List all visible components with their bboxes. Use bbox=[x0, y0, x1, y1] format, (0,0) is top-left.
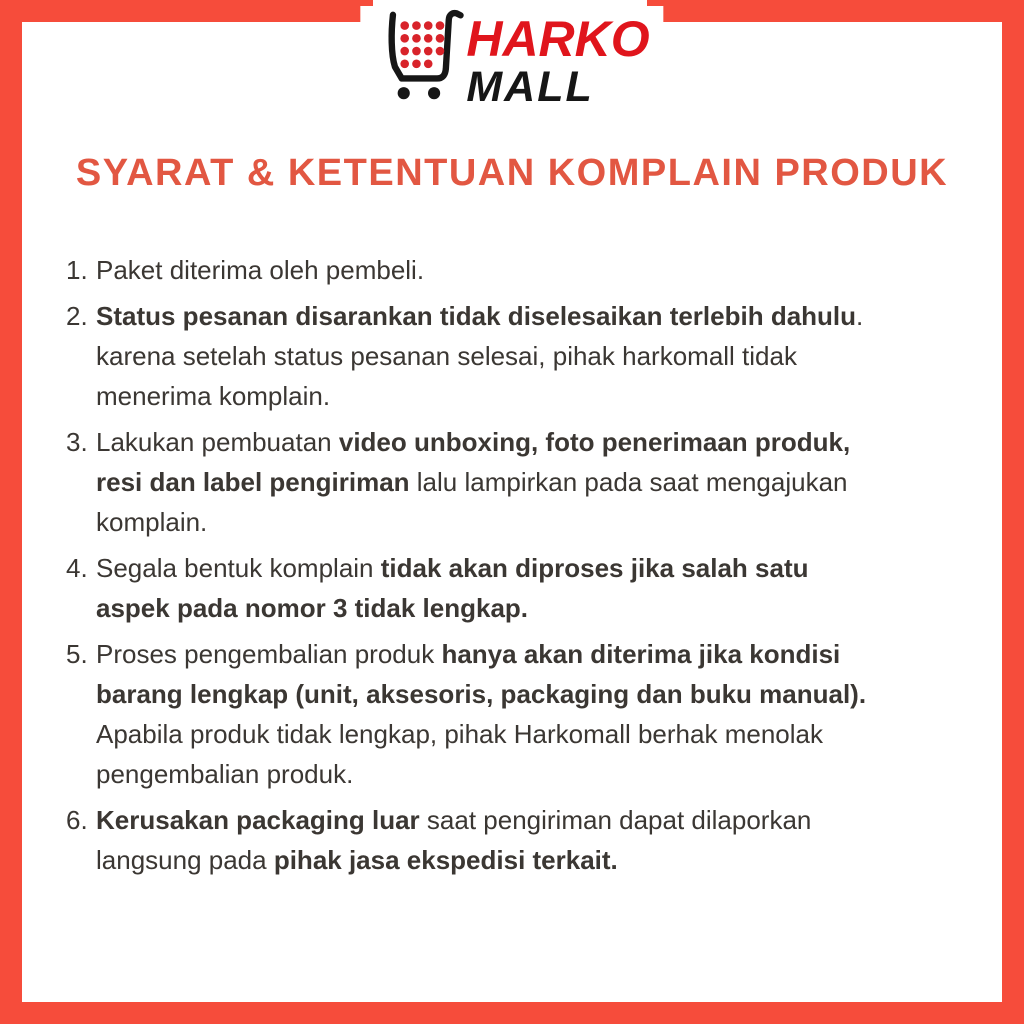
term-text-segment: pengembalian produk. bbox=[96, 759, 354, 789]
term-item bbox=[66, 634, 966, 794]
term-item bbox=[66, 548, 966, 628]
term-text-segment: karena setelah status pesanan selesai, pihak harkomall tidak bbox=[96, 341, 797, 371]
logo-text bbox=[466, 6, 649, 109]
term-text-segment: . bbox=[856, 301, 864, 331]
term-item bbox=[66, 800, 966, 880]
harko-mall-logo bbox=[360, 6, 663, 109]
term-number: 3. bbox=[66, 427, 88, 457]
terms-list bbox=[66, 250, 966, 886]
term-text-segment: Lakukan pembuatan bbox=[96, 427, 339, 457]
term-item bbox=[66, 250, 966, 290]
term-text-segment: resi dan label pengiriman bbox=[96, 467, 410, 497]
term-text-segment: Paket diterima oleh pembeli. bbox=[96, 255, 425, 285]
term-item bbox=[66, 296, 966, 416]
term-item bbox=[66, 422, 966, 542]
term-text-segment: Status pesanan disarankan tidak diselesaikan terlebih dahulu bbox=[96, 301, 857, 331]
term-text-segment: tidak akan diproses jika salah satu bbox=[380, 553, 809, 583]
logo-brand-bottom: MALL bbox=[466, 63, 594, 111]
term-number: 5. bbox=[66, 639, 88, 669]
term-text-segment: pihak jasa ekspedisi terkait. bbox=[273, 845, 618, 875]
cart-dots bbox=[400, 21, 444, 68]
page-title: SYARAT & KETENTUAN KOMPLAIN PRODUK bbox=[75, 152, 949, 194]
term-text-segment: barang lengkap (unit, aksesoris, packaging dan buku manual). bbox=[96, 679, 867, 709]
frame-bottom bbox=[0, 1002, 1024, 1024]
term-text-segment: lalu lampirkan pada saat mengajukan bbox=[409, 467, 848, 497]
term-number: 2. bbox=[66, 301, 88, 331]
term-text-segment: aspek pada nomor 3 tidak lengkap. bbox=[96, 593, 529, 623]
frame-left bbox=[0, 0, 22, 1024]
term-text-segment: komplain. bbox=[96, 507, 208, 537]
term-text-segment: Apabila produk tidak lengkap, pihak Harkomall berhak menolak bbox=[96, 719, 823, 749]
term-text-segment: langsung pada bbox=[96, 845, 274, 875]
term-number: 6. bbox=[66, 805, 88, 835]
cart-wheel-left bbox=[398, 87, 410, 99]
logo-brand-top: HARKO bbox=[466, 11, 650, 67]
shopping-cart-icon bbox=[374, 6, 470, 102]
frame-top-right bbox=[647, 0, 1024, 22]
term-text-segment: video unboxing, foto penerimaan produk, bbox=[338, 427, 851, 457]
term-text-segment: Segala bentuk komplain bbox=[96, 553, 381, 583]
frame-right bbox=[1002, 0, 1024, 1024]
term-number: 1. bbox=[66, 255, 88, 285]
term-text-segment: saat pengiriman dapat dilaporkan bbox=[419, 805, 812, 835]
term-number: 4. bbox=[66, 553, 88, 583]
term-text-segment: Kerusakan packaging luar bbox=[96, 805, 420, 835]
frame-top-left bbox=[0, 0, 373, 22]
term-text-segment: hanya akan diterima jika kondisi bbox=[441, 639, 841, 669]
term-text-segment: menerima komplain. bbox=[96, 381, 331, 411]
term-text-segment: Proses pengembalian produk bbox=[96, 639, 442, 669]
cart-wheel-right bbox=[428, 87, 440, 99]
